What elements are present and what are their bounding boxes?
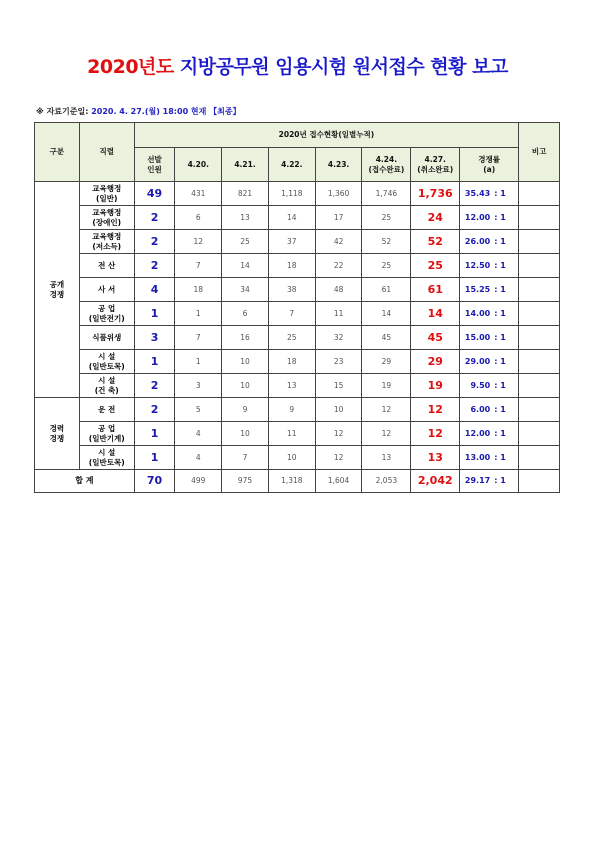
daily-count: 10 <box>315 398 362 422</box>
competition-ratio: 15.25 <box>460 278 495 302</box>
ratio-suffix: : 1 <box>494 422 518 446</box>
final-count: 14 <box>411 302 460 326</box>
total-ratio-suffix: : 1 <box>494 470 518 493</box>
remarks-cell <box>519 398 560 422</box>
selection-count: 1 <box>134 446 175 470</box>
table-row <box>35 302 560 326</box>
daily-count: 12 <box>175 230 222 254</box>
selection-count: 1 <box>134 350 175 374</box>
selection-count: 2 <box>134 254 175 278</box>
daily-count: 10 <box>268 446 315 470</box>
total-daily-count: 1,318 <box>268 470 315 493</box>
daily-count: 7 <box>222 446 269 470</box>
daily-count: 25 <box>362 254 411 278</box>
competition-ratio: 29.00 <box>460 350 495 374</box>
header-date: 4.24. (접수완료) <box>362 148 411 182</box>
daily-count: 11 <box>268 422 315 446</box>
table-row <box>35 182 560 206</box>
daily-count: 42 <box>315 230 362 254</box>
daily-count: 52 <box>362 230 411 254</box>
ratio-suffix: : 1 <box>494 446 518 470</box>
remarks-cell <box>519 206 560 230</box>
competition-ratio: 15.00 <box>460 326 495 350</box>
header-remarks: 비고 <box>519 123 560 182</box>
daily-count: 13 <box>268 374 315 398</box>
remarks-cell <box>519 302 560 326</box>
job-name: 교육행정 (일반) <box>79 182 134 206</box>
daily-count: 10 <box>222 422 269 446</box>
header-date: 4.27. (취소완료) <box>411 148 460 182</box>
job-name: 시 설 (일반토목) <box>79 446 134 470</box>
daily-count: 4 <box>175 446 222 470</box>
daily-count: 32 <box>315 326 362 350</box>
daily-count: 6 <box>175 206 222 230</box>
daily-count: 1 <box>175 350 222 374</box>
remarks-cell <box>519 254 560 278</box>
final-count: 45 <box>411 326 460 350</box>
final-count: 24 <box>411 206 460 230</box>
header-ratio: 경쟁률 (a) <box>460 148 519 182</box>
remarks-cell <box>519 350 560 374</box>
total-daily-count: 1,604 <box>315 470 362 493</box>
competition-ratio: 9.50 <box>460 374 495 398</box>
daily-count: 11 <box>315 302 362 326</box>
selection-count: 2 <box>134 374 175 398</box>
daily-count: 4 <box>175 422 222 446</box>
ratio-suffix: : 1 <box>494 326 518 350</box>
job-name: 교육행정 (저소득) <box>79 230 134 254</box>
competition-ratio: 12.50 <box>460 254 495 278</box>
header-date: 4.21. <box>222 148 269 182</box>
daily-count: 13 <box>222 206 269 230</box>
selection-count: 49 <box>134 182 175 206</box>
ratio-suffix: : 1 <box>494 206 518 230</box>
title-rest: 지방공무원 임용시험 원서접수 현황 보고 <box>173 56 508 78</box>
ratio-suffix: : 1 <box>494 302 518 326</box>
header-date: 4.22. <box>268 148 315 182</box>
daily-count: 45 <box>362 326 411 350</box>
daily-count: 12 <box>362 398 411 422</box>
selection-count: 2 <box>134 230 175 254</box>
daily-count: 18 <box>268 350 315 374</box>
daily-count: 9 <box>222 398 269 422</box>
daily-count: 61 <box>362 278 411 302</box>
job-name: 공 업 (일반기계) <box>79 422 134 446</box>
daily-count: 7 <box>268 302 315 326</box>
application-status-table <box>34 122 560 493</box>
daily-count: 23 <box>315 350 362 374</box>
daily-count: 29 <box>362 350 411 374</box>
table-row <box>35 206 560 230</box>
final-count: 52 <box>411 230 460 254</box>
competition-ratio: 13.00 <box>460 446 495 470</box>
table-row <box>35 254 560 278</box>
daily-count: 14 <box>268 206 315 230</box>
ratio-suffix: : 1 <box>494 278 518 302</box>
daily-count: 34 <box>222 278 269 302</box>
daily-count: 12 <box>315 422 362 446</box>
daily-count: 10 <box>222 374 269 398</box>
daily-count: 3 <box>175 374 222 398</box>
final-count: 12 <box>411 398 460 422</box>
ratio-suffix: : 1 <box>494 182 518 206</box>
selection-count: 2 <box>134 398 175 422</box>
header-category: 구분 <box>35 123 80 182</box>
daily-count: 821 <box>222 182 269 206</box>
total-row <box>35 470 560 493</box>
job-name: 교육행정 (장애인) <box>79 206 134 230</box>
daily-count: 1,360 <box>315 182 362 206</box>
table-row <box>35 230 560 254</box>
daily-count: 16 <box>222 326 269 350</box>
daily-count: 1,746 <box>362 182 411 206</box>
daily-count: 10 <box>222 350 269 374</box>
table-row <box>35 446 560 470</box>
selection-count: 1 <box>134 302 175 326</box>
selection-count: 3 <box>134 326 175 350</box>
total-label: 합 계 <box>35 470 135 493</box>
group-label: 경력 경쟁 <box>35 398 80 470</box>
group-label: 공개 경쟁 <box>35 182 80 398</box>
job-name: 시 설 (건 축) <box>79 374 134 398</box>
final-count: 19 <box>411 374 460 398</box>
job-name: 식품위생 <box>79 326 134 350</box>
ratio-suffix: : 1 <box>494 398 518 422</box>
remarks-cell <box>519 182 560 206</box>
daily-count: 6 <box>222 302 269 326</box>
remarks-cell <box>519 374 560 398</box>
daily-count: 14 <box>222 254 269 278</box>
ratio-suffix: : 1 <box>494 374 518 398</box>
daily-count: 38 <box>268 278 315 302</box>
table-row <box>35 374 560 398</box>
competition-ratio: 26.00 <box>460 230 495 254</box>
daily-count: 25 <box>222 230 269 254</box>
table-row <box>35 326 560 350</box>
header-date: 4.20. <box>175 148 222 182</box>
daily-count: 431 <box>175 182 222 206</box>
daily-count: 18 <box>175 278 222 302</box>
daily-count: 22 <box>315 254 362 278</box>
daily-count: 12 <box>315 446 362 470</box>
daily-count: 17 <box>315 206 362 230</box>
daily-count: 12 <box>362 422 411 446</box>
daily-count: 25 <box>268 326 315 350</box>
competition-ratio: 35.43 <box>460 182 495 206</box>
remarks-cell <box>519 422 560 446</box>
daily-count: 37 <box>268 230 315 254</box>
selection-count: 1 <box>134 422 175 446</box>
total-daily-count: 2,053 <box>362 470 411 493</box>
final-count: 13 <box>411 446 460 470</box>
daily-count: 18 <box>268 254 315 278</box>
total-selection: 70 <box>134 470 175 493</box>
ratio-suffix: : 1 <box>494 254 518 278</box>
remarks-cell <box>519 278 560 302</box>
daily-count: 13 <box>362 446 411 470</box>
table-body <box>35 182 560 493</box>
total-daily-count: 975 <box>222 470 269 493</box>
daily-count: 1,118 <box>268 182 315 206</box>
job-name: 시 설 (일반토목) <box>79 350 134 374</box>
total-final-count: 2,042 <box>411 470 460 493</box>
selection-count: 4 <box>134 278 175 302</box>
job-name: 사 서 <box>79 278 134 302</box>
daily-count: 25 <box>362 206 411 230</box>
total-competition-ratio: 29.17 <box>460 470 495 493</box>
note-prefix: ※ 자료기준일: <box>36 107 92 116</box>
daily-count: 19 <box>362 374 411 398</box>
job-name: 공 업 (일반전기) <box>79 302 134 326</box>
table-row <box>35 398 560 422</box>
total-daily-count: 499 <box>175 470 222 493</box>
header-date: 4.23. <box>315 148 362 182</box>
competition-ratio: 14.00 <box>460 302 495 326</box>
table-row <box>35 350 560 374</box>
title-year: 2020년도 <box>87 56 174 78</box>
daily-count: 48 <box>315 278 362 302</box>
selection-count: 2 <box>134 206 175 230</box>
daily-count: 1 <box>175 302 222 326</box>
daily-count: 5 <box>175 398 222 422</box>
remarks-cell <box>519 446 560 470</box>
header-status-group: 2020년 접수현황(일별누적) <box>134 123 519 148</box>
daily-count: 7 <box>175 254 222 278</box>
header-job: 직렬 <box>79 123 134 182</box>
daily-count: 9 <box>268 398 315 422</box>
final-count: 1,736 <box>411 182 460 206</box>
job-name: 전 산 <box>79 254 134 278</box>
ratio-suffix: : 1 <box>494 230 518 254</box>
final-count: 12 <box>411 422 460 446</box>
note-date: 2020. 4. 27.(월) 18:00 현재 【최종】 <box>91 107 241 116</box>
total-remarks <box>519 470 560 493</box>
job-name: 운 전 <box>79 398 134 422</box>
remarks-cell <box>519 326 560 350</box>
table-row <box>35 422 560 446</box>
header-selection: 선발 인원 <box>134 148 175 182</box>
reference-date-note <box>36 106 241 117</box>
table-row <box>35 278 560 302</box>
final-count: 29 <box>411 350 460 374</box>
remarks-cell <box>519 230 560 254</box>
competition-ratio: 6.00 <box>460 398 495 422</box>
daily-count: 7 <box>175 326 222 350</box>
daily-count: 14 <box>362 302 411 326</box>
competition-ratio: 12.00 <box>460 206 495 230</box>
final-count: 61 <box>411 278 460 302</box>
daily-count: 15 <box>315 374 362 398</box>
ratio-suffix: : 1 <box>494 350 518 374</box>
final-count: 25 <box>411 254 460 278</box>
competition-ratio: 12.00 <box>460 422 495 446</box>
report-title <box>0 52 595 79</box>
